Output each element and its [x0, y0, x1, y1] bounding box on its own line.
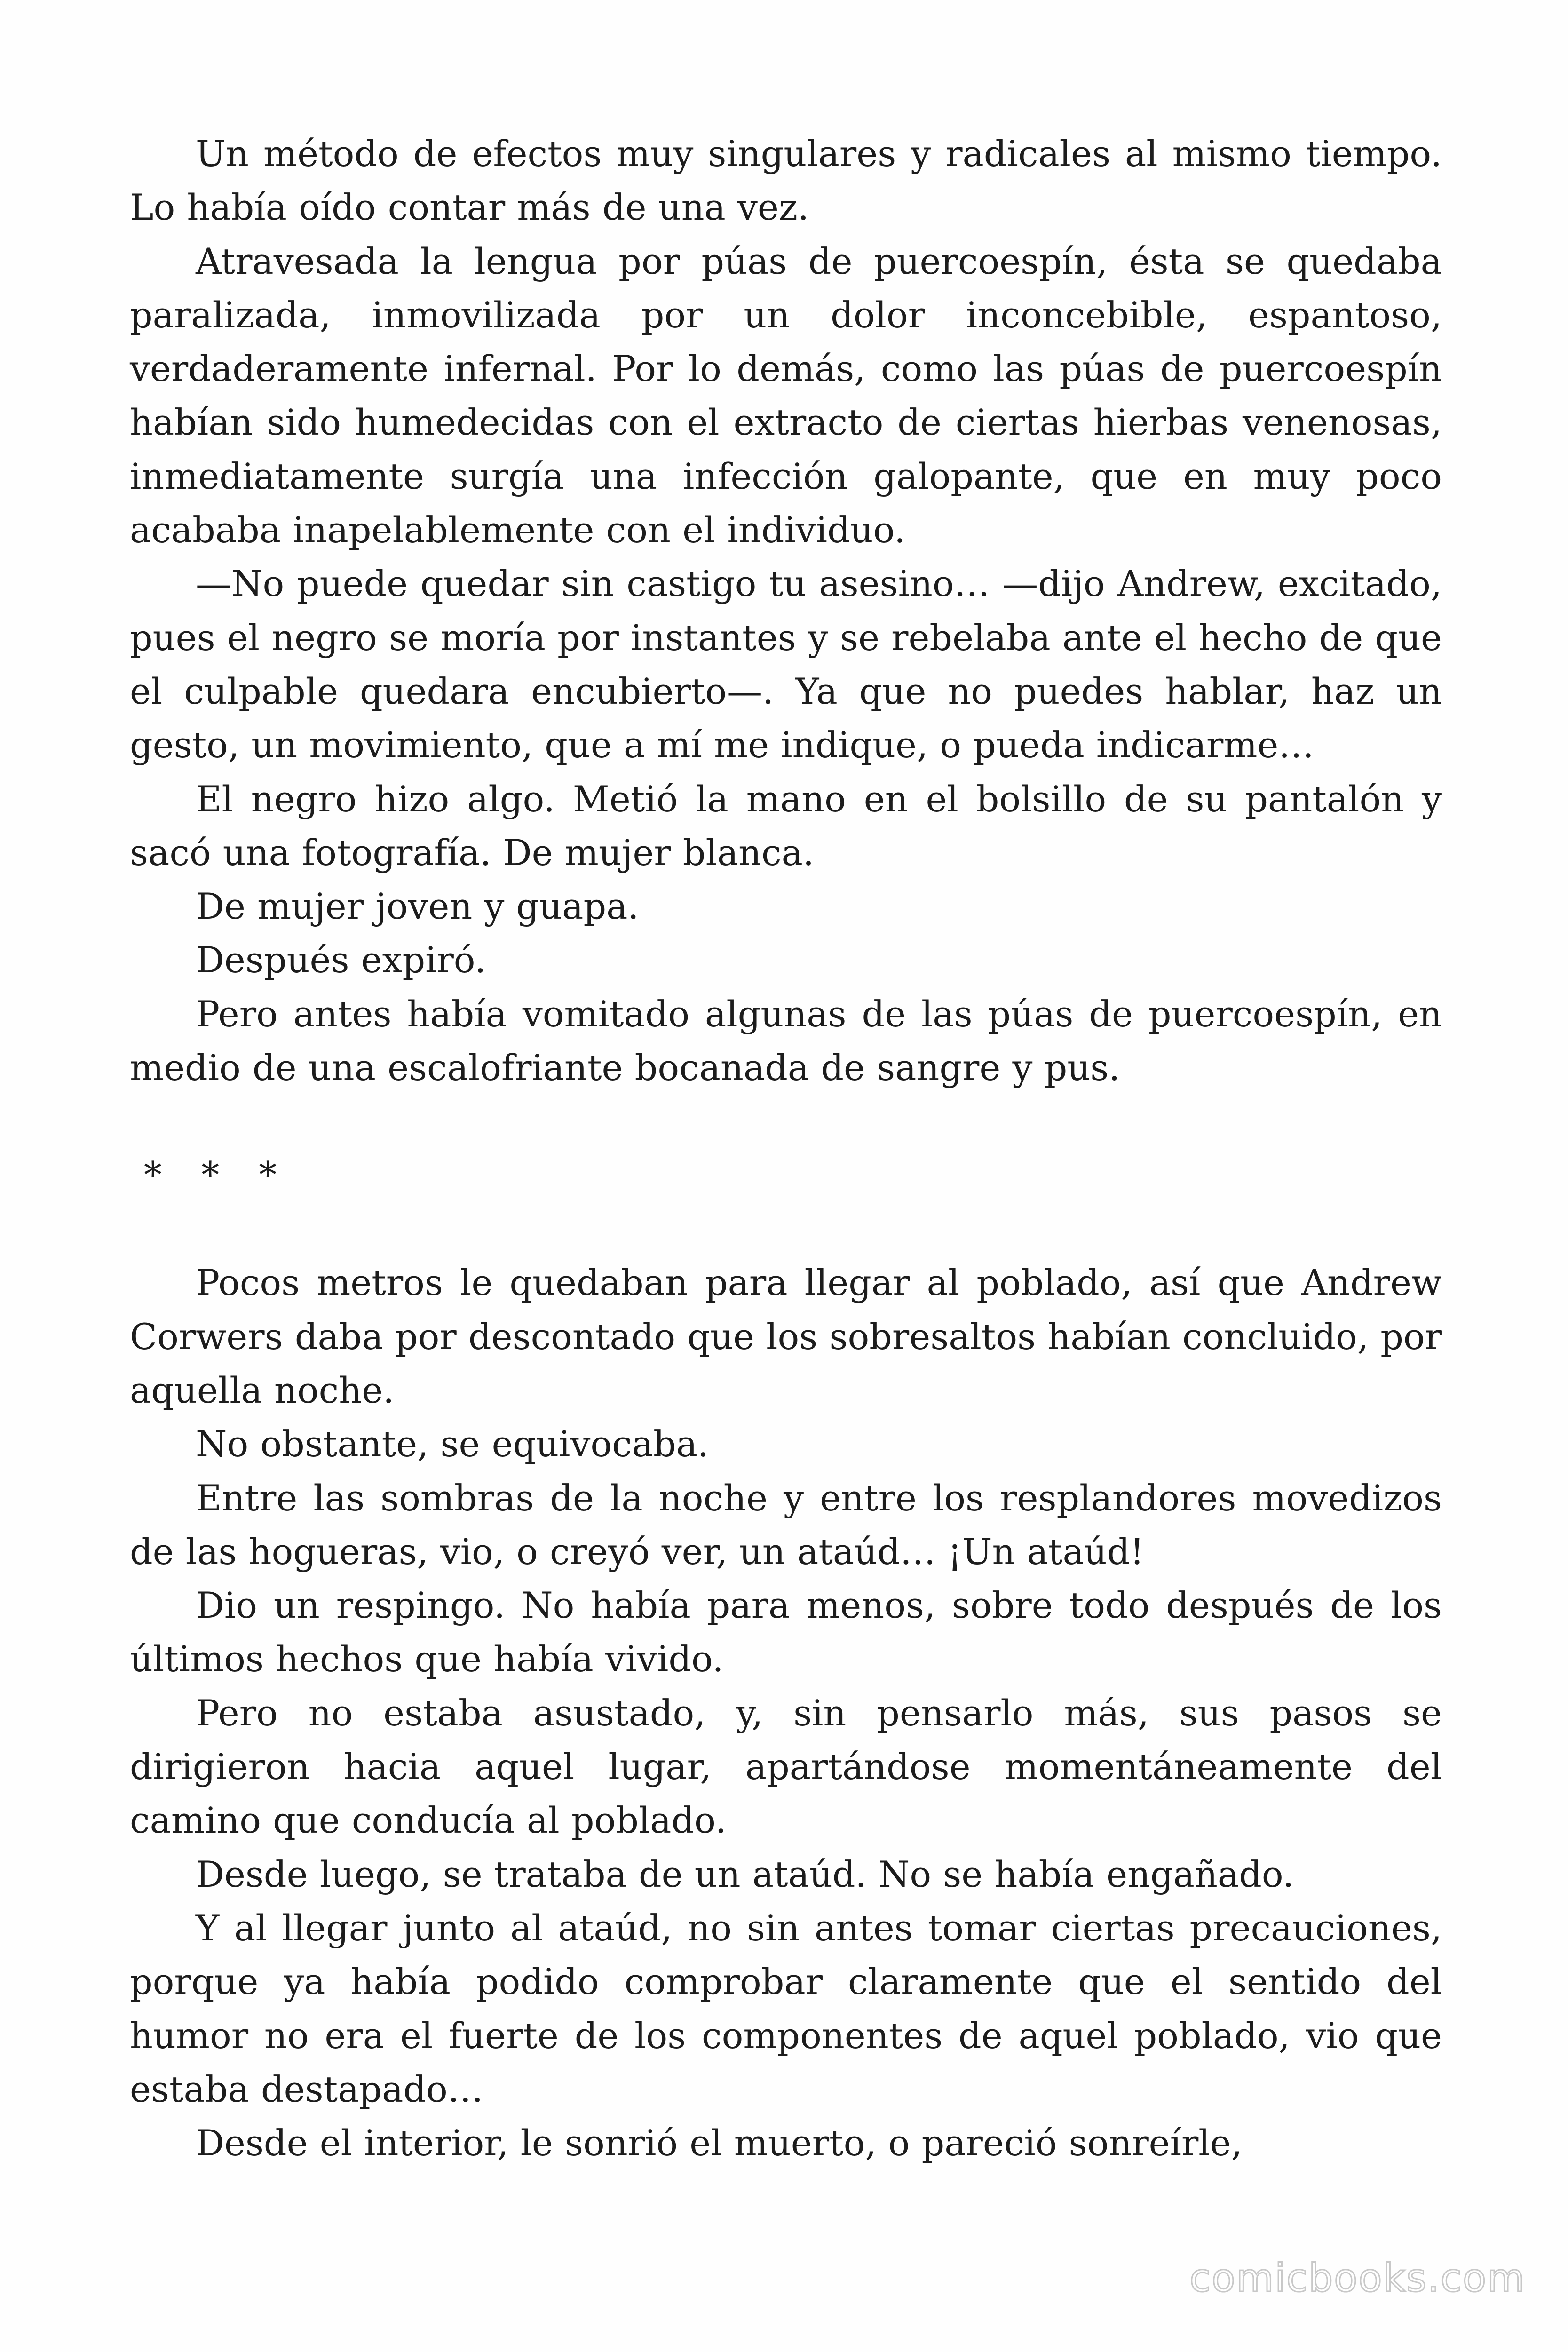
paragraph-last: Desde el interior, le sonrió el muerto, o pareció sonreírle,	[196, 2122, 1243, 2164]
paragraph: De mujer joven y guapa.	[196, 885, 639, 928]
body-text	[130, 127, 1442, 2170]
paragraph: Un método de efectos muy singulares y radicales al mismo tiempo. Lo había oído contar más de una vez.	[130, 133, 1442, 229]
paragraph: Atravesada la lengua por púas de puercoespín, ésta se quedaba paralizada, inmovilizada por un dolor inconcebible, espantoso, verdaderamente infernal. Por lo demás, como las púas de puercoespín habían sido humedecidas con el extracto de ciertas hierbas venenosas, inmediatamente surgía una infección galopante, que en muy poco acababa inapelablemente con el individuo.	[130, 240, 1442, 551]
site-watermark: comicbooks.com	[1189, 2256, 1526, 2301]
paragraph: —No puede quedar sin castigo tu asesino… —dijo Andrew, excitado, pues el negro se moría por instantes y se rebelaba ante el hecho de que el culpable quedara encubierto—. Ya que no puedes hablar, haz un gesto, un movimiento, que a mí me indique, o pueda indicarme…	[130, 563, 1442, 766]
paragraph: El negro hizo algo. Metió la mano en el bolsillo de su pantalón y sacó una fotografía. De mujer blanca.	[130, 778, 1442, 874]
paragraph: Pero antes había vomitado algunas de las púas de puercoespín, en medio de una escalofriante bocanada de sangre y pus.	[130, 993, 1442, 1089]
paragraph: Entre las sombras de la noche y entre los resplandores movedizos de las hogueras, vio, o creyó ver, un ataúd… ¡Un ataúd!	[130, 1477, 1442, 1573]
paragraph: Desde luego, se trataba de un ataúd. No se había engañado.	[196, 1853, 1294, 1895]
paragraph: Después expiró.	[196, 939, 486, 981]
paragraph: Pero no estaba asustado, y, sin pensarlo más, sus pasos se dirigieron hacia aquel lugar, apartándose momentáneamente del camino que conducía al poblado.	[130, 1692, 1442, 1842]
paragraph: No obstante, se equivocaba.	[196, 1423, 709, 1465]
scene-break: * * *	[144, 1154, 291, 1196]
paragraph: Pocos metros le quedaban para llegar al poblado, así que Andrew Corwers daba por descontado que los sobresaltos habían concluido, por aquella noche.	[130, 1262, 1442, 1411]
paragraph: Y al llegar junto al ataúd, no sin antes tomar ciertas precauciones, porque ya había podido comprobar claramente que el sentido del humor no era el fuerte de los componentes de aquel poblado, vio que estaba destapado…	[130, 1907, 1442, 2110]
paragraph: Dio un respingo. No había para menos, sobre todo después de los últimos hechos que había vivido.	[130, 1584, 1442, 1680]
